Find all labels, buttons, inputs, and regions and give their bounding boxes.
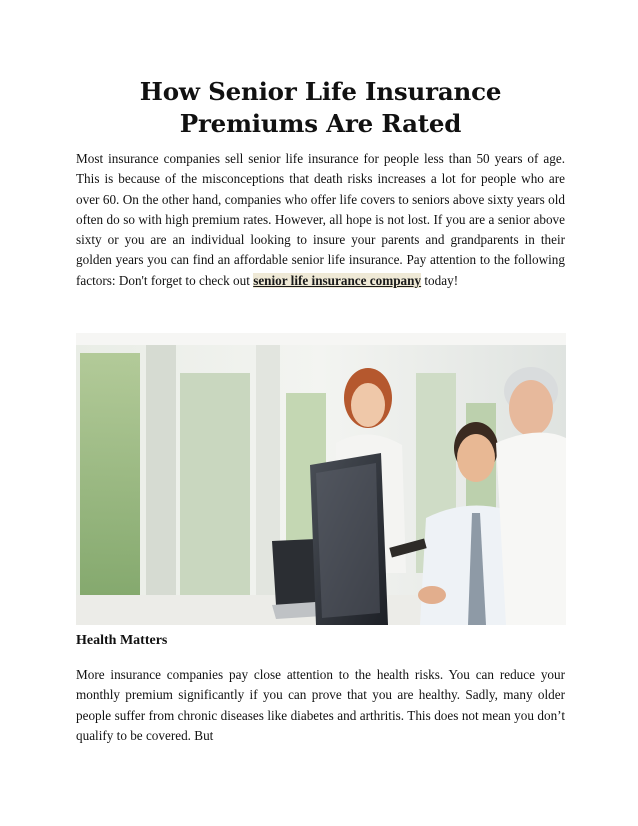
section-paragraph: More insurance companies pay close attention to the health risks. You can reduce your monthly premium significantly if you can prove that you are healthy. Sadly, many older people suffer from chronic diseases like diabetes and arthritis. This does not mean you don’t qualify to be covered. But bbox=[76, 667, 565, 743]
page-title: How Senior Life Insurance Premiums Are Rated bbox=[139, 77, 502, 138]
senior-life-insurance-link[interactable]: senior life insurance company bbox=[253, 272, 422, 288]
office-photo bbox=[76, 333, 566, 625]
intro-tail: today! bbox=[421, 272, 459, 288]
intro-paragraph bbox=[76, 149, 565, 291]
section-heading: Health Matters bbox=[76, 633, 168, 648]
intro-text: Most insurance companies sell senior life insurance for people less than 50 years of age. This is because of the misconceptions that death risks increases a lot for people who are over 60. On the other hand, companies who offer life covers to seniors above sixty years old often do so with high premium rates. However, all hope is not lost. If you are a senior above sixty or you are an individual looking to insure your parents and grandparents in their golden years you can find an affordable senior life insurance. Pay attention to the following factors: Don't forget to check out bbox=[76, 151, 565, 288]
